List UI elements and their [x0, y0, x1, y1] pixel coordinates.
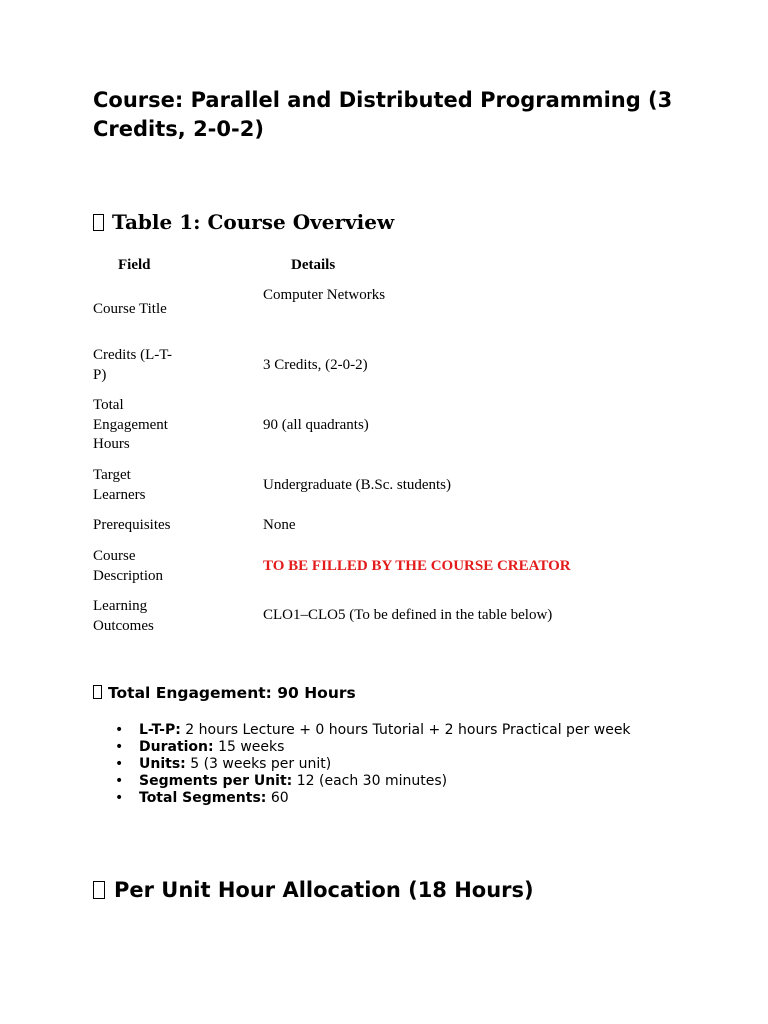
- column-header-field: Field: [118, 257, 151, 273]
- table-row-details: Undergraduate (B.Sc. students): [263, 477, 452, 493]
- list-item-value: 60: [270, 790, 289, 806]
- allocation-heading: [93, 875, 534, 905]
- course-description-placeholder: TO BE FILLED BY THE COURSE CREATOR: [263, 558, 571, 574]
- list-item: [112, 756, 652, 773]
- table-row-details: 3 Credits, (2-0-2): [263, 357, 368, 373]
- table-row-field: Target Learners: [93, 467, 146, 503]
- list-item: [112, 722, 652, 739]
- table-row-field: Learning Outcomes: [93, 598, 154, 634]
- list-item-label: Units:: [139, 756, 186, 772]
- bullet-icon: •: [115, 756, 124, 772]
- table-row-field: Course Title: [93, 301, 167, 317]
- table-row-details: Computer Networks: [263, 287, 386, 303]
- table-row-field: Total Engagement Hours: [93, 397, 168, 452]
- list-item-label: L-T-P:: [139, 722, 181, 738]
- engagement-heading: [93, 682, 356, 704]
- table-row-field: Prerequisites: [93, 517, 171, 533]
- list-item-value: 15 weeks: [218, 739, 285, 755]
- table-row-details: CLO1–CLO5 (To be defined in the table below): [263, 607, 553, 623]
- bullet-icon: •: [115, 739, 124, 755]
- table-row-field: Course Description: [93, 548, 163, 584]
- list-item-value: 5 (3 weeks per unit): [190, 756, 332, 772]
- list-item-value: 12 (each 30 minutes): [296, 773, 448, 789]
- list-item-label: Total Segments:: [139, 790, 267, 806]
- bullet-icon: •: [115, 722, 124, 738]
- missing-glyph-icon: [93, 685, 102, 699]
- missing-glyph-icon: [93, 881, 105, 899]
- overview-heading: [93, 208, 394, 236]
- allocation-heading-text: Per Unit Hour Allocation (18 Hours): [114, 878, 534, 902]
- course-heading: Course: Parallel and Distributed Programming (3 Credits, 2-0-2): [93, 88, 673, 141]
- table-row-field: Credits (L-T-P): [93, 347, 173, 383]
- column-header-details: Details: [291, 257, 336, 273]
- bullet-icon: •: [115, 790, 124, 806]
- list-item: [112, 739, 652, 756]
- overview-heading-text: Table 1: Course Overview: [112, 210, 395, 234]
- list-item: [112, 773, 652, 790]
- list-item-label: Segments per Unit:: [139, 773, 293, 789]
- engagement-heading-text: Total Engagement: 90 Hours: [108, 684, 356, 702]
- bullet-icon: •: [115, 773, 124, 789]
- missing-glyph-icon: [93, 214, 104, 231]
- list-item: [112, 790, 652, 807]
- table-row-details: 90 (all quadrants): [263, 417, 369, 433]
- list-item-value: 2 hours Lecture + 0 hours Tutorial + 2 hours Practical per week: [185, 722, 631, 738]
- engagement-list: [112, 722, 652, 807]
- list-item-label: Duration:: [139, 739, 214, 755]
- table-row-details: None: [263, 517, 296, 533]
